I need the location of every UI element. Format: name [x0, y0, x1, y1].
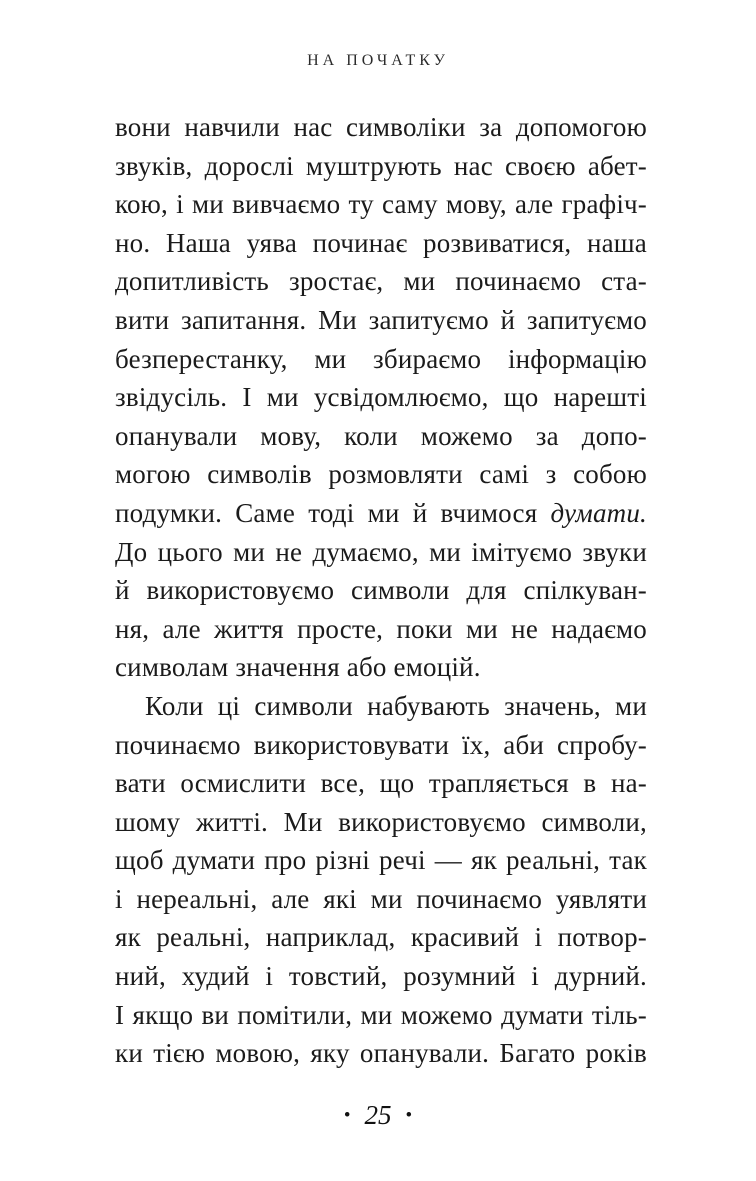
text-line: й використовуємо символи для спілкуван-: [115, 575, 647, 606]
paragraph: [115, 687, 647, 1073]
text-line: як реальні, наприклад, красивий і потвор-: [115, 922, 647, 953]
footer-bullet-right: •: [405, 1105, 413, 1126]
text-line: безперестанку, ми збираємо інформацію: [115, 343, 647, 374]
text-line: ний, худий і товстий, розумний і дурний.: [115, 961, 647, 992]
footer-bullet-left: •: [343, 1105, 351, 1126]
italic-word: думати.: [550, 497, 647, 528]
running-header: НА ПОЧАТКУ: [307, 52, 449, 69]
text-line: вати осмислити все, що трапляється в на-: [115, 768, 647, 799]
body-text: [115, 108, 647, 1073]
text-line: но. Наша уява починає розвиватися, наша: [115, 227, 647, 258]
text-line: і нереальні, але які ми починаємо уявляти: [115, 883, 647, 914]
text-line: звідусіль. І ми усвідомлюємо, що нарешті: [115, 382, 647, 413]
page-number: 25: [364, 1100, 392, 1130]
line-text: подумки. Саме тоді ми й вчимося: [115, 497, 551, 528]
text-line: ня, але життя просте, поки ми не надаємо: [115, 613, 647, 644]
text-line-with-italic: [115, 494, 647, 533]
text-line: І якщо ви помітили, ми можемо думати тіль-: [115, 999, 647, 1030]
text-line: кою, і ми вивчаємо ту саму мову, але графіч-: [115, 189, 647, 220]
text-line: опанували мову, коли можемо за допо-: [115, 420, 647, 451]
text-line: починаємо використовувати їх, аби спробу-: [115, 729, 647, 760]
page-footer: [112, 1100, 644, 1131]
text-line: Коли ці символи набувають значень, ми: [145, 690, 647, 721]
text-line: ки тією мовою, яку опанували. Багато років: [115, 1038, 647, 1069]
text-line: допитливість зростає, ми починаємо ста-: [115, 266, 647, 297]
text-line: шому житті. Ми використовуємо символи,: [115, 806, 647, 837]
text-line: До цього ми не думаємо, ми імітуємо звуки: [115, 536, 647, 567]
paragraph-continued: [115, 108, 647, 687]
text-line: вони навчили нас символіки за допомогою: [115, 112, 647, 142]
text-line: звуків, дорослі муштрують нас своєю абет-: [115, 150, 647, 181]
text-line: могою символів розмовляти самі з собою: [115, 459, 647, 490]
text-line: вити запитання. Ми запитуємо й запитуємо: [115, 304, 647, 335]
text-line: щоб думати про різні речі — як реальні, так: [115, 845, 647, 876]
text-line: символам значення або емоцій.: [115, 652, 481, 683]
